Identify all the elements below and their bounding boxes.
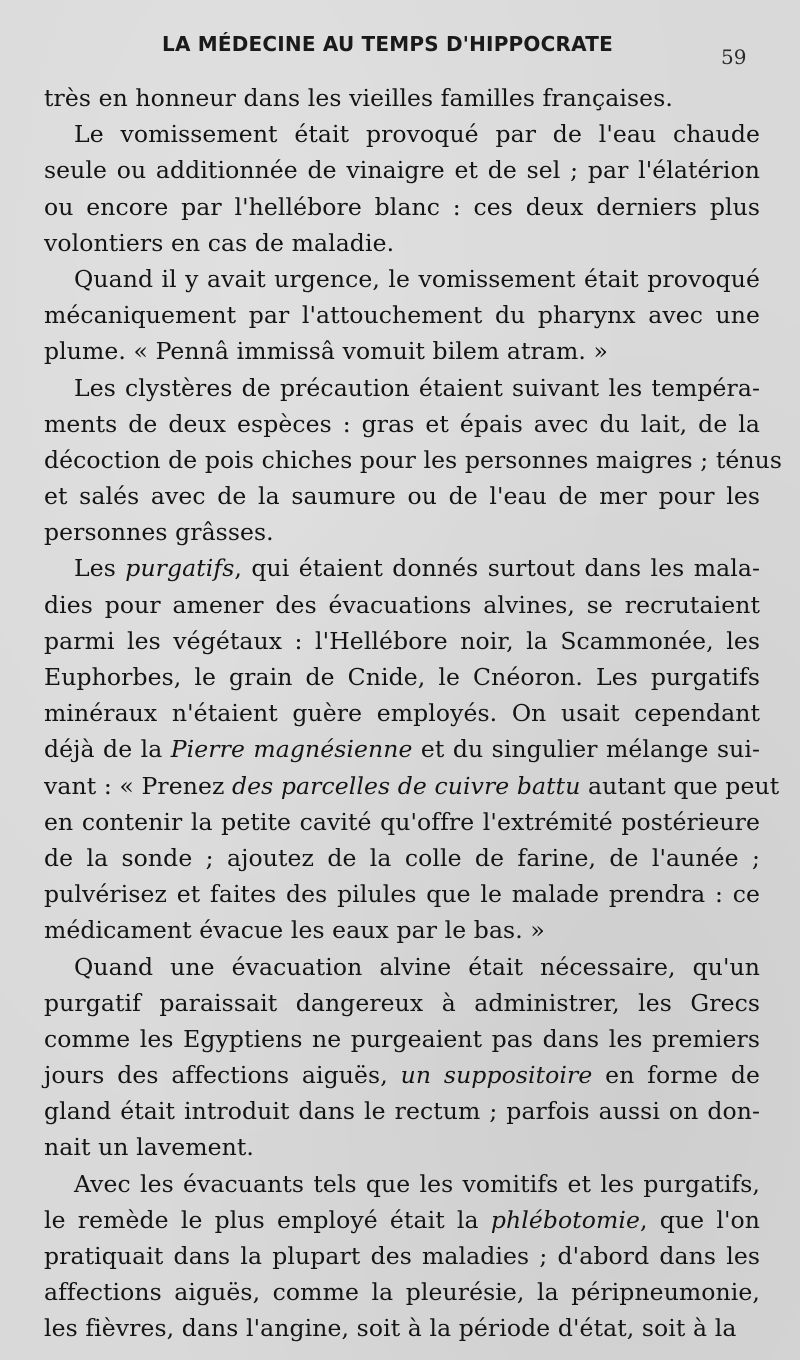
text-line: et salés avec de la saumure ou de l'eau de mer pour les [44,482,760,511]
italic-text: un suppositoire [400,1061,593,1090]
text-line: seule ou additionnée de vinaigre et de sel ; par l'élatérion [44,156,760,185]
text-line: le remède le plus employé était la phlébotomie, que l'on [44,1205,760,1234]
italic-text: purgatifs [125,554,235,583]
text-line: décoction de pois chiches pour les personnes maigres ; ténus [44,445,783,474]
text-line: plume. « Pennâ immissâ vomuit bilem atram. » [44,337,608,366]
italic-text: des parcelles de cuivre battu [232,771,581,800]
paragraph [44,261,760,370]
text-line: Les clystères de précaution étaient suivant les tempéra- [74,373,760,402]
text-line: affections aiguës, comme la pleurésie, la péripneumonie, [44,1278,760,1307]
text-line: Quand il y avait urgence, le vomissement était provoqué [74,264,760,293]
text-line: pratiquait dans la plupart des maladies ; d'abord dans les [44,1242,760,1270]
text-line: Euphorbes, le grain de Cnide, le Cnéoron. Les purgatifs [44,663,760,691]
text-line: de la sonde ; ajoutez de la colle de farine, de l'aunée ; [44,843,760,872]
text-line: minéraux n'étaient guère employés. On usait cependant [44,699,760,728]
text-line: pulvérisez et faites des pilules que le malade prendra : ce [44,880,760,909]
text-line: les fièvres, dans l'angine, soit à la période d'état, soit à la [44,1314,737,1343]
italic-text: Pierre magnésienne [170,735,413,764]
text-line: gland était introduit dans le rectum ; parfois aussi on don- [44,1097,760,1126]
paragraph [44,949,760,1166]
running-header [0,32,800,69]
text-line: en contenir la petite cavité qu'offre l'extrémité postérieure [44,807,760,836]
paragraph [44,370,783,551]
text-line: Quand une évacuation alvine était nécessaire, qu'un [74,952,760,981]
text-line: Avec les évacuants tels que les vomitifs et les purgatifs, [74,1169,760,1198]
text-line: ments de deux espèces : gras et épais avec du lait, de la [44,409,760,438]
page-number: 59 [721,45,747,69]
text-line: très en honneur dans les vieilles familles françaises. [44,84,673,112]
text-line: parmi les végétaux : l'Hellébore noir, la Scammonée, les [44,626,760,655]
text-line: mécaniquement par l'attouchement du pharynx avec une [44,301,760,330]
text-line: ou encore par l'hellébore blanc : ces deux derniers plus [44,192,760,221]
text-line: médicament évacue les eaux par le bas. » [44,916,545,945]
italic-text: phlébotomie [490,1205,641,1234]
running-title: LA MÉDECINE AU TEMPS D'HIPPOCRATE [162,32,613,56]
text-line: comme les Egyptiens ne purgeaient pas dans les premiers [44,1024,760,1053]
text-line: personnes grâsses. [44,518,274,547]
body-text [44,80,783,1347]
text-line: Les purgatifs, qui étaient donnés surtout dans les mala- [74,554,760,583]
text-line: Le vomissement était provoqué par de l'eau chaude [74,120,760,149]
text-line: dies pour amener des évacuations alvines, se recrutaient [44,590,760,619]
text-line: jours des affections aiguës, un suppositoire en forme de [44,1061,760,1090]
text-line: déjà de la Pierre magnésienne et du singulier mélange sui- [44,735,761,764]
paragraph [44,116,760,261]
text-line: volontiers en cas de maladie. [44,228,395,257]
paragraph [44,80,760,116]
paragraph [44,550,780,948]
text-line: nait un lavement. [44,1133,254,1162]
text-line: purgatif paraissait dangereux à administrer, les Grecs [44,988,760,1017]
paragraph [44,1166,760,1347]
text-line: vant : « Prenez des parcelles de cuivre battu autant que peut [44,771,780,800]
